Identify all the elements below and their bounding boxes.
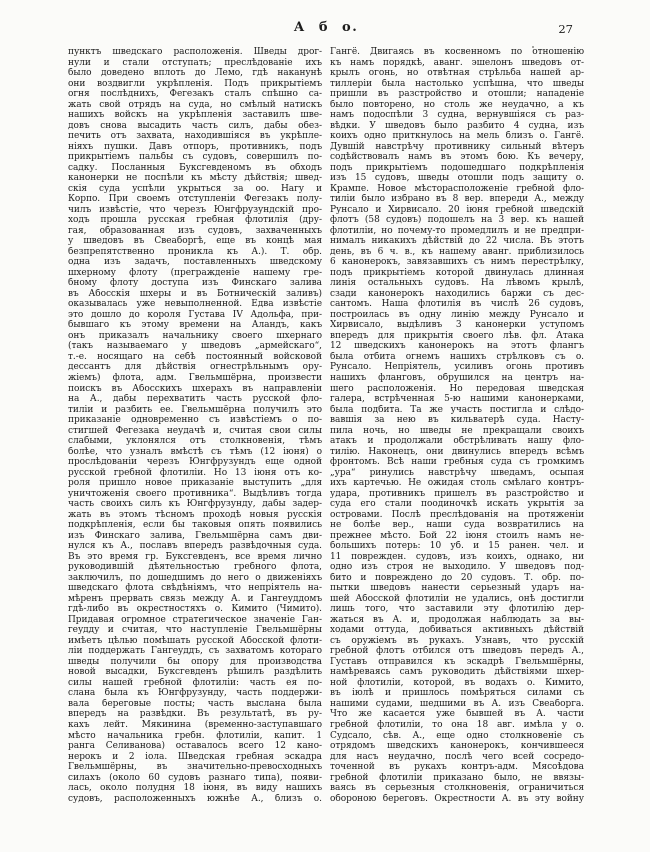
text-line: жаться въ А. и, продолжая наблюдать за вы-: [330, 614, 584, 625]
text-line: руководившій дѣятельностью гребного флота,: [68, 562, 322, 573]
text-line: шхерному флоту (прегражденіе нашему гре-: [68, 267, 322, 278]
text-line: пунктъ шведскаго расположенія. Шведы дрог-: [68, 47, 322, 57]
text-line: Хирвисало, выдѣливъ 3 канонерки уступомъ: [330, 320, 584, 331]
text-line: Рунсало. Непріятель, усиливъ огонь противъ: [330, 362, 584, 373]
text-line: къ намъ порядкѣ, аванг. эшелонъ шведовъ от-: [330, 57, 584, 68]
text-line: линія остальныхъ судовъ. На лѣвомъ крылѣ,: [330, 278, 584, 289]
text-line: слана была къ Юнгфрузунду, часть поддержи-: [68, 688, 322, 699]
text-line: пытки шведовъ нанести серьезный ударъ на-: [330, 583, 584, 594]
text-line: стигшей Фегезака неудачѣ и, считая свои силы: [68, 425, 322, 436]
text-line: тилію. Наконецъ, они двинулись впередъ всѣмъ: [330, 446, 584, 457]
text-line: 11 поврежден. судовъ, изъ коихъ, однако, ни: [330, 551, 584, 562]
text-line: уничтоженія своего противника“. Выдѣливъ тогда: [68, 488, 322, 499]
text-line: тиліи и разбить ее. Гвельмшёрна получилъ это: [68, 404, 322, 415]
text-column-left: [68, 47, 322, 804]
text-line: оказывалась уже невыполненной. Едва извѣстіе: [68, 299, 322, 310]
text-line: бито и повреждено до 20 судовъ. Т. обр. по-: [330, 572, 584, 583]
text-line: кахъ лейт. Мякинина (временно-заступавшаго: [68, 720, 322, 730]
text-line: ліи поддержать Гангеуддъ, съ захватомъ котораго: [68, 646, 322, 657]
text-line: ходами оттуда, добиваться активныхъ дѣйствій: [330, 625, 584, 636]
text-line: шего расположенія. Но передовая шведская: [330, 383, 584, 394]
text-line: впередъ на развѣдки. Въ результатѣ, въ ру-: [68, 709, 322, 720]
text-line: съ оружіемъ въ рукахъ. Узнавъ, что русскій: [330, 635, 584, 646]
text-line: сзади канонерокъ находились баржи съ дес-: [330, 288, 584, 299]
text-line: безпрепятственно проникла къ А.). Т. обр.: [68, 246, 322, 257]
text-line: роля пришло новое приказаніе выступить „для: [68, 478, 322, 489]
text-line: Въ это время гр. Буксгевденъ, все время лично: [68, 551, 322, 562]
text-line: поискъ въ Абосскихъ шхерахъ въ направленіи: [68, 383, 322, 394]
text-line: намъ подоспѣли 3 судна, вернувшіяся съ раз-: [330, 110, 584, 121]
text-line: коихъ одно приткнулось на мель близъ о. Гангё.: [330, 131, 584, 142]
text-line: одна изъ задачъ, поставленныхъ шведскому: [68, 257, 322, 268]
text-line: мѣсто начальника гребн. флотиліи, капит. 1: [68, 730, 322, 741]
text-line: большихъ потерь: 10 уб. и 15 ранен. чел. и: [330, 541, 584, 552]
text-line: ранга Селиванова) оставалось всего 12 кано-: [68, 741, 322, 752]
text-line: часть своихъ силъ къ Юнгфрузунду, дабы задер-: [68, 499, 322, 510]
text-line: 6 канонерокъ, завязавшихъ съ нимъ перестрѣлку,: [330, 257, 584, 268]
text-line: крылъ огонь, но отвѣтная стрѣльба нашей ар-: [330, 68, 584, 79]
text-line: гая, образованная изъ судовъ, захваченныхъ: [68, 225, 322, 236]
text-line: силахъ (около 60 судовъ разнаго типа), появи-: [68, 772, 322, 783]
text-line: шведы получили бы опору для производства: [68, 656, 322, 667]
text-line: вѣдки. У шведовъ было разбито 4 судна, изъ: [330, 120, 584, 131]
text-line: гребной флотиліи приказано было, не ввязы-: [330, 772, 584, 783]
text-line: болѣе, что узналъ вмѣстѣ съ тѣмъ (12 іюня) о: [68, 446, 322, 457]
text-line: нашими судами, шедшими въ А. изъ Свеаборга.: [330, 698, 584, 709]
text-line: Что же касается уже бывшей въ А. части: [330, 709, 584, 720]
text-line: прослѣдованіи черезъ Юнгфрузундъ еще одной: [68, 457, 322, 468]
text-line: вала береговые посты; часть выслана была: [68, 698, 322, 709]
text-line: нерокъ и 2 іола. Шведская гребная эскадра: [68, 751, 322, 762]
page-number: 27: [558, 22, 573, 36]
text-line: пришли въ разстройство и отошли; нападеніе: [330, 89, 584, 100]
text-line: Рунсало и Хирвисало. 20 іюня гребной шведскій: [330, 204, 584, 215]
text-line: силы нашей гребной флотиліи: часть ея по-: [68, 677, 322, 688]
text-line: шведскаго флота свѣдѣніямъ, что непріятель на-: [68, 583, 322, 594]
text-line: ной флотиліи, которой, въ водахъ о. Кимито,: [330, 677, 584, 688]
text-line: намѣреваясь самъ руководить дѣйствіями шхер-: [330, 667, 584, 678]
text-line: въ Абосскія шхеры и въ Ботническій заливъ): [68, 288, 322, 299]
text-line: построилась въ одну линію между Рунсало и: [330, 309, 584, 320]
text-line: для насъ неудачно, послѣ чего всей сосредо-: [330, 751, 584, 762]
text-line: день, въ 6 ч. в., къ нашему аванг. приблизилось: [330, 246, 584, 257]
running-header-title: А б о.: [293, 20, 359, 35]
text-line: изъ 15 судовъ, шведы отошли подъ защиту о.: [330, 173, 584, 184]
text-line: (такъ называемаго у шведовъ „армейскаго“,: [68, 341, 322, 352]
text-columns: [68, 47, 584, 804]
text-line: жіемъ) флота, адм. Гвельмшёрна, произвести: [68, 372, 322, 383]
text-line: ходъ прошла русская гребная флотилія (дру-: [68, 215, 322, 226]
text-line: ваясь въ серьезныя столкновенія, ограничиться: [330, 783, 584, 794]
text-line: жать свой отрядъ на суда, но смѣлый натискъ: [68, 99, 322, 110]
text-line: прикрытіемъ пальбы съ судовъ, совершилъ по-: [68, 152, 322, 163]
text-line: сантомъ. Наша флотилія въ числѣ 26 судовъ,: [330, 299, 584, 310]
text-line: бывшаго къ этому времени на Аландъ, какъ: [68, 320, 322, 331]
text-line: нашихъ войскъ на укрѣпленія заставилъ шве-: [68, 110, 322, 121]
text-line: одно изъ строя не выходило. У шведовъ под-: [330, 562, 584, 573]
text-line: было повторено, но столь же неудачно, а къ: [330, 99, 584, 110]
text-line: т.-е. носящаго на себѣ постоянный войсковой: [68, 351, 322, 362]
text-line: бному флоту доступа изъ Финскаго залива: [68, 278, 322, 289]
text-line: изъ Финскаго залива, Гвельмшёрна самъ дви-: [68, 530, 322, 541]
text-line: они воздвигли укрѣпленія. Подъ прикрытіемъ: [68, 78, 322, 89]
text-line: заключилъ, по дошедшимъ до него о движеніяхъ: [68, 572, 322, 583]
text-line: мѣренъ прервать связь между А. и Гангеуддомъ: [68, 593, 322, 604]
text-line: флотиліи, но почему-то промедлилъ и не предпри-: [330, 225, 584, 236]
text-line: гребной флотиліи, то она 18 авг. имѣла у о.: [330, 720, 584, 730]
text-line: печить отъ захвата, находившіяся въ укрѣпле-: [68, 131, 322, 142]
text-line: пила ночь, но шведы не прекращали своихъ: [330, 425, 584, 436]
text-line: была отбита огнемъ нашихъ стрѣлковъ съ о.: [330, 351, 584, 362]
text-line: Гангё. Двигаясь въ косвенномъ по отношенію: [330, 47, 584, 57]
text-line: геудду и считая, что наступленіе Гвельмшёрны: [68, 625, 322, 636]
text-line: онъ приказалъ начальнику своего шхернаго: [68, 330, 322, 341]
text-line: вавшія за нею въ кильватерѣ суда. Насту-: [330, 415, 584, 426]
text-line: подкрѣпленія, если бы таковыя опять появились: [68, 520, 322, 531]
text-line: Гвельмшёрны, въ значительно-превосходныхъ: [68, 762, 322, 773]
text-line: впередъ для прикрытія своего лѣв. фл. Атака: [330, 330, 584, 341]
text-line: гдѣ-либо въ окрестностяхъ о. Кимито (Чимито).: [68, 604, 322, 615]
text-line: ихъ картечью. Не ожидая столь смѣлаго контръ-: [330, 478, 584, 489]
text-line: прежнее мѣсто. Бой 22 іюня стоилъ намъ не-: [330, 530, 584, 541]
text-line: Судсало, сѣв. А., еще одно столкновеніе съ: [330, 730, 584, 741]
text-line: приказаніе одновременно съ извѣстіемъ о по-: [68, 415, 322, 426]
text-line: довъ снова высадить часть силъ, дабы обез-: [68, 120, 322, 131]
text-line: Крампе. Новое мѣсторасположеніе гребной фло-: [330, 183, 584, 194]
text-line: подъ прикрытіемъ подошедшаго подкрѣпленія: [330, 162, 584, 173]
text-line: чилъ извѣстіе, что черезъ Юнгфрузундскій про-: [68, 204, 322, 215]
text-line: „ура“ ринулись навстрѣчу шведамъ, осыпая: [330, 467, 584, 478]
text-line: это дошло до короля Густава IV Адольфа, при-: [68, 309, 322, 320]
text-line: Густавъ отправился къ эскадрѣ Гвельмшёрны,: [330, 656, 584, 667]
text-line: 12 шведскихъ канонерокъ на этотъ флангъ: [330, 341, 584, 352]
text-line: суда его стали поодиночкѣ искать укрытія за: [330, 499, 584, 510]
text-line: нули и стали отступать; преслѣдованіе ихъ: [68, 57, 322, 68]
text-line: островами. Послѣ преслѣдованія на протяженіи: [330, 509, 584, 520]
text-line: на А., дабы перехватить часть русской фло-: [68, 394, 322, 405]
text-line: ніяхъ пушки. Давъ отпоръ, противникъ, подъ: [68, 141, 322, 152]
text-line: садку. Посланныя Буксгевденомъ въ обходъ: [68, 162, 322, 173]
text-line: Придавая огромное стратегическое значеніе Ган-: [68, 614, 322, 625]
text-line: слабыми, уклонялся отъ столкновенія, тѣмъ: [68, 436, 322, 447]
text-line: нулся къ А., пославъ впередъ развѣдочныя суда.: [68, 541, 322, 552]
text-line: новой высадки, Буксгевденъ рѣшилъ раздѣлить: [68, 667, 322, 678]
text-line: флотъ (58 судовъ) подошелъ на 3 вер. къ нашей: [330, 215, 584, 226]
text-line: точенной въ рукахъ контръ-адм. Мясоѣдова: [330, 762, 584, 773]
text-line: лась, около полудня 18 іюня, въ виду нашихъ: [68, 783, 322, 794]
text-line: шей Абосской флотиліи не удались, онѣ достигли: [330, 593, 584, 604]
text-line: канонерки не поспѣли къ мѣсту дѣйствія; швед-: [68, 173, 322, 184]
text-line: галера, встрѣченная 5-ю нашими канонерками,: [330, 394, 584, 405]
text-line: скія суда успѣли укрыться за оо. Нагу и: [68, 183, 322, 194]
text-line: содѣйствовалъ намъ въ этомъ бою. Къ вечеру,: [330, 152, 584, 163]
text-line: дессантъ для дѣйствія огнестрѣльнымъ ору-: [68, 362, 322, 373]
text-line: огня послѣднихъ, Фегезакъ сталъ спѣшно са-: [68, 89, 322, 100]
text-line: у шведовъ въ Свеаборгѣ, еще въ концѣ мая: [68, 236, 322, 247]
text-line: нашихъ фланговъ, обрушился на центръ на-: [330, 372, 584, 383]
text-line: въ іюлѣ и пришлось помѣряться силами съ: [330, 688, 584, 699]
text-line: имѣетъ цѣлью помѣшать русской Абосской флоти-: [68, 635, 322, 646]
text-line: фронтомъ. Всѣ наши гребныя суда съ громкимъ: [330, 457, 584, 468]
text-line: лишь того, что заставили эту флотилію дер-: [330, 604, 584, 615]
text-line: русской гребной флотиліи. Но 13 іюня отъ ко-: [68, 467, 322, 478]
text-line: обороною береговъ. Окрестности А. въ эту войну: [330, 793, 584, 804]
text-line: тиліи было избрано въ 8 вер. впереди А., между: [330, 194, 584, 205]
text-line: было доведено вплоть до Лемо, гдѣ наканунѣ: [68, 68, 322, 79]
text-line: Дувшій навстрѣчу противнику сильный вѣтеръ: [330, 141, 584, 152]
text-line: отрядомъ шведскихъ канонерокъ, кончившееся: [330, 741, 584, 752]
text-line: жать въ этомъ тѣсномъ проходѣ новыя русскія: [68, 509, 322, 520]
text-line: нималъ никакихъ дѣйствій до 22 числа. Въ этотъ: [330, 236, 584, 247]
text-line: не болѣе вер., наши суда возвратились на: [330, 520, 584, 531]
text-line: подъ прикрытіемъ которой двинулась длинная: [330, 267, 584, 278]
text-line: тиллеріи была настолько успѣшна, что шведы: [330, 78, 584, 89]
text-line: Корпо. При своемъ отступленіи Фегезакъ полу-: [68, 194, 322, 205]
text-line: гребной флотъ отбился отъ шведовъ передъ А.,: [330, 646, 584, 657]
text-column-right: [330, 47, 584, 804]
text-line: судовъ, расположенныхъ южнѣе А., близъ о.: [68, 793, 322, 804]
text-line: атакъ и продолжали обстрѣливать нашу фло-: [330, 436, 584, 447]
running-header: [68, 20, 584, 38]
text-line: удара, противникъ пришелъ въ разстройство и: [330, 488, 584, 499]
text-line: была подбита. Та же участь постигла и слѣдо-: [330, 404, 584, 415]
